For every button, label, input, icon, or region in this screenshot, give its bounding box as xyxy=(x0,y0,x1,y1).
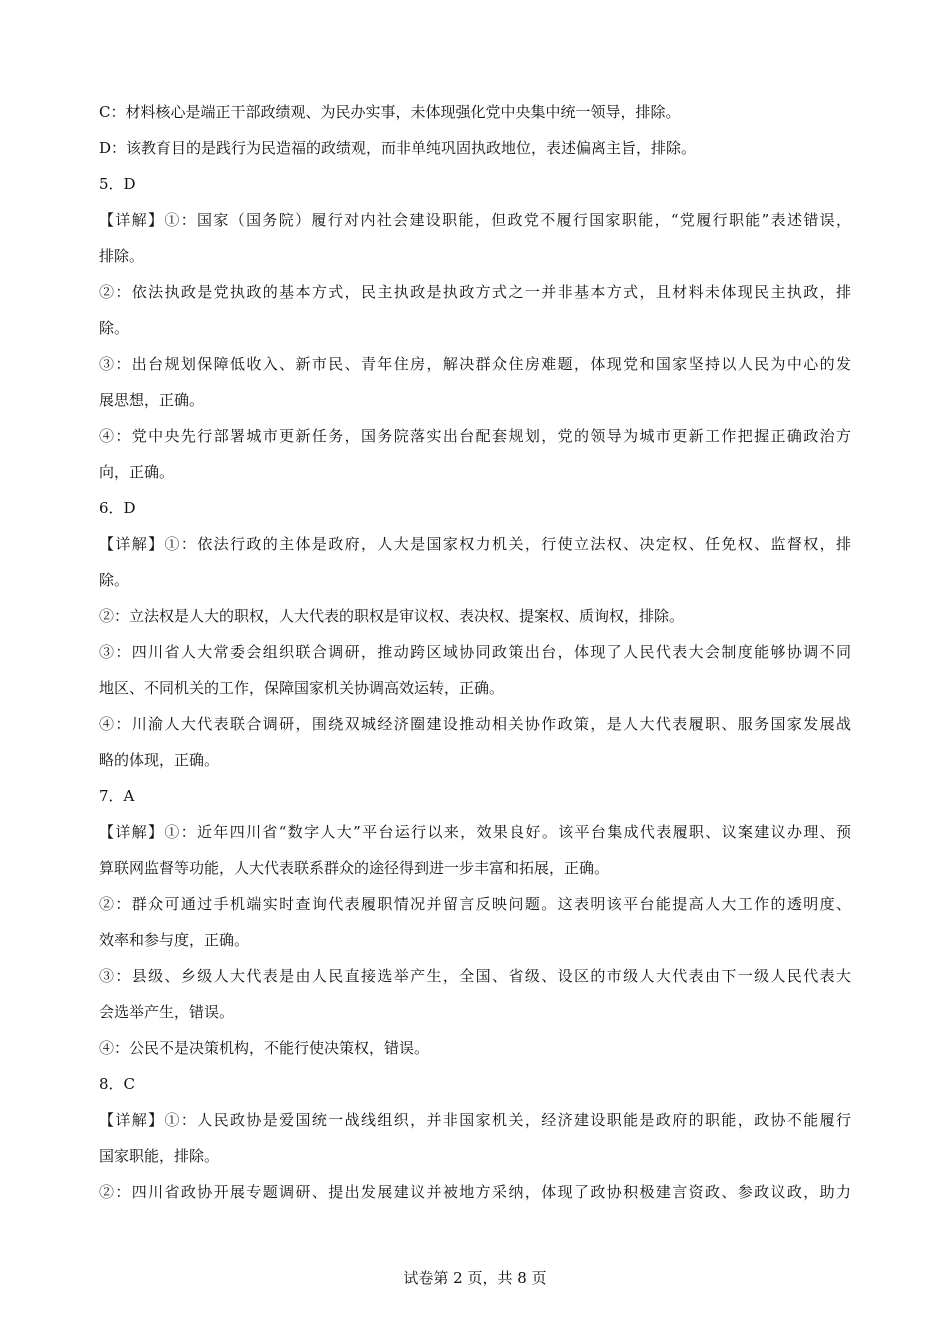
answer-line: 5．D xyxy=(99,175,136,193)
explanation-line: 除。 xyxy=(99,571,130,589)
answer-explanations xyxy=(99,94,851,1210)
explanation-line: ③：县级、乡级人大代表是由人民直接选举产生，全国、省级、设区的市级人大代表由下一级人民代表大 xyxy=(99,967,851,985)
answer-line: 8．C xyxy=(99,1075,136,1093)
explanation-line: 效率和参与度，正确。 xyxy=(99,931,250,949)
explanation-line: 向，正确。 xyxy=(99,463,175,481)
explanation-line: 地区、不同机关的工作，保障国家机关协调高效运转，正确。 xyxy=(99,679,505,697)
explanation-line: C：材料核心是端正干部政绩观、为民办实事，未体现强化党中央集中统一领导，排除。 xyxy=(99,103,681,121)
explanation-line: ②：四川省政协开展专题调研、提出发展建议并被地方采纳，体现了政协积极建言资政、参政议政，助力 xyxy=(99,1183,851,1201)
explanation-line: 【详解】①：依法行政的主体是政府，人大是国家权力机关，行使立法权、决定权、任免权、监督权，排 xyxy=(99,535,851,553)
explanation-line: 算联网监督等功能，人大代表联系群众的途径得到进一步丰富和拓展，正确。 xyxy=(99,859,610,877)
explanation-line: ②：依法执政是党执政的基本方式，民主执政是执政方式之一并非基本方式，且材料未体现民主执政，排 xyxy=(99,283,851,301)
answer-line: 6．D xyxy=(99,499,136,517)
explanation-line: 展思想，正确。 xyxy=(99,391,205,409)
explanation-line: 【详解】①：人民政协是爱国统一战线组织，并非国家机关，经济建设职能是政府的职能，政协不能履行 xyxy=(99,1111,851,1129)
explanation-line: 【详解】①：国家（国务院）履行对内社会建设职能，但政党不履行国家职能，“党履行职能”表述错误， xyxy=(99,211,851,229)
explanation-line: 会选举产生，错误。 xyxy=(99,1003,235,1021)
explanation-line: 除。 xyxy=(99,319,130,337)
explanation-line: 排除。 xyxy=(99,247,145,265)
answer-line: 7．A xyxy=(99,787,135,805)
explanation-line: ④：川渝人大代表联合调研，围绕双城经济圈建设推动相关协作政策，是人大代表履职、服务国家发展战 xyxy=(99,715,851,733)
page-footer: 试卷第 2 页，共 8 页 xyxy=(403,1269,547,1287)
explanation-line: 国家职能，排除。 xyxy=(99,1147,220,1165)
explanation-line: ②：立法权是人大的职权，人大代表的职权是审议权、表决权、提案权、质询权，排除。 xyxy=(99,607,685,625)
explanation-line: D：该教育目的是践行为民造福的政绩观，而非单纯巩固执政地位，表述偏离主旨，排除。 xyxy=(99,139,697,157)
explanation-line: ④：公民不是决策机构，不能行使决策权，错误。 xyxy=(99,1039,430,1057)
explanation-line: ②：群众可通过手机端实时查询代表履职情况并留言反映问题。这表明该平台能提高人大工作的透明度、 xyxy=(99,895,851,913)
explanation-line: ③：四川省人大常委会组织联合调研，推动跨区域协同政策出台，体现了人民代表大会制度能够协调不同 xyxy=(99,643,851,661)
explanation-line: ③：出台规划保障低收入、新市民、青年住房，解决群众住房难题，体现党和国家坚持以人民为中心的发 xyxy=(99,355,851,373)
explanation-line: ④：党中央先行部署城市更新任务，国务院落实出台配套规划，党的领导为城市更新工作把握正确政治方 xyxy=(99,427,851,445)
explanation-line: 略的体现，正确。 xyxy=(99,751,220,769)
explanation-line: 【详解】①：近年四川省“数字人大”平台运行以来，效果良好。该平台集成代表履职、议案建议办理、预 xyxy=(99,823,851,841)
